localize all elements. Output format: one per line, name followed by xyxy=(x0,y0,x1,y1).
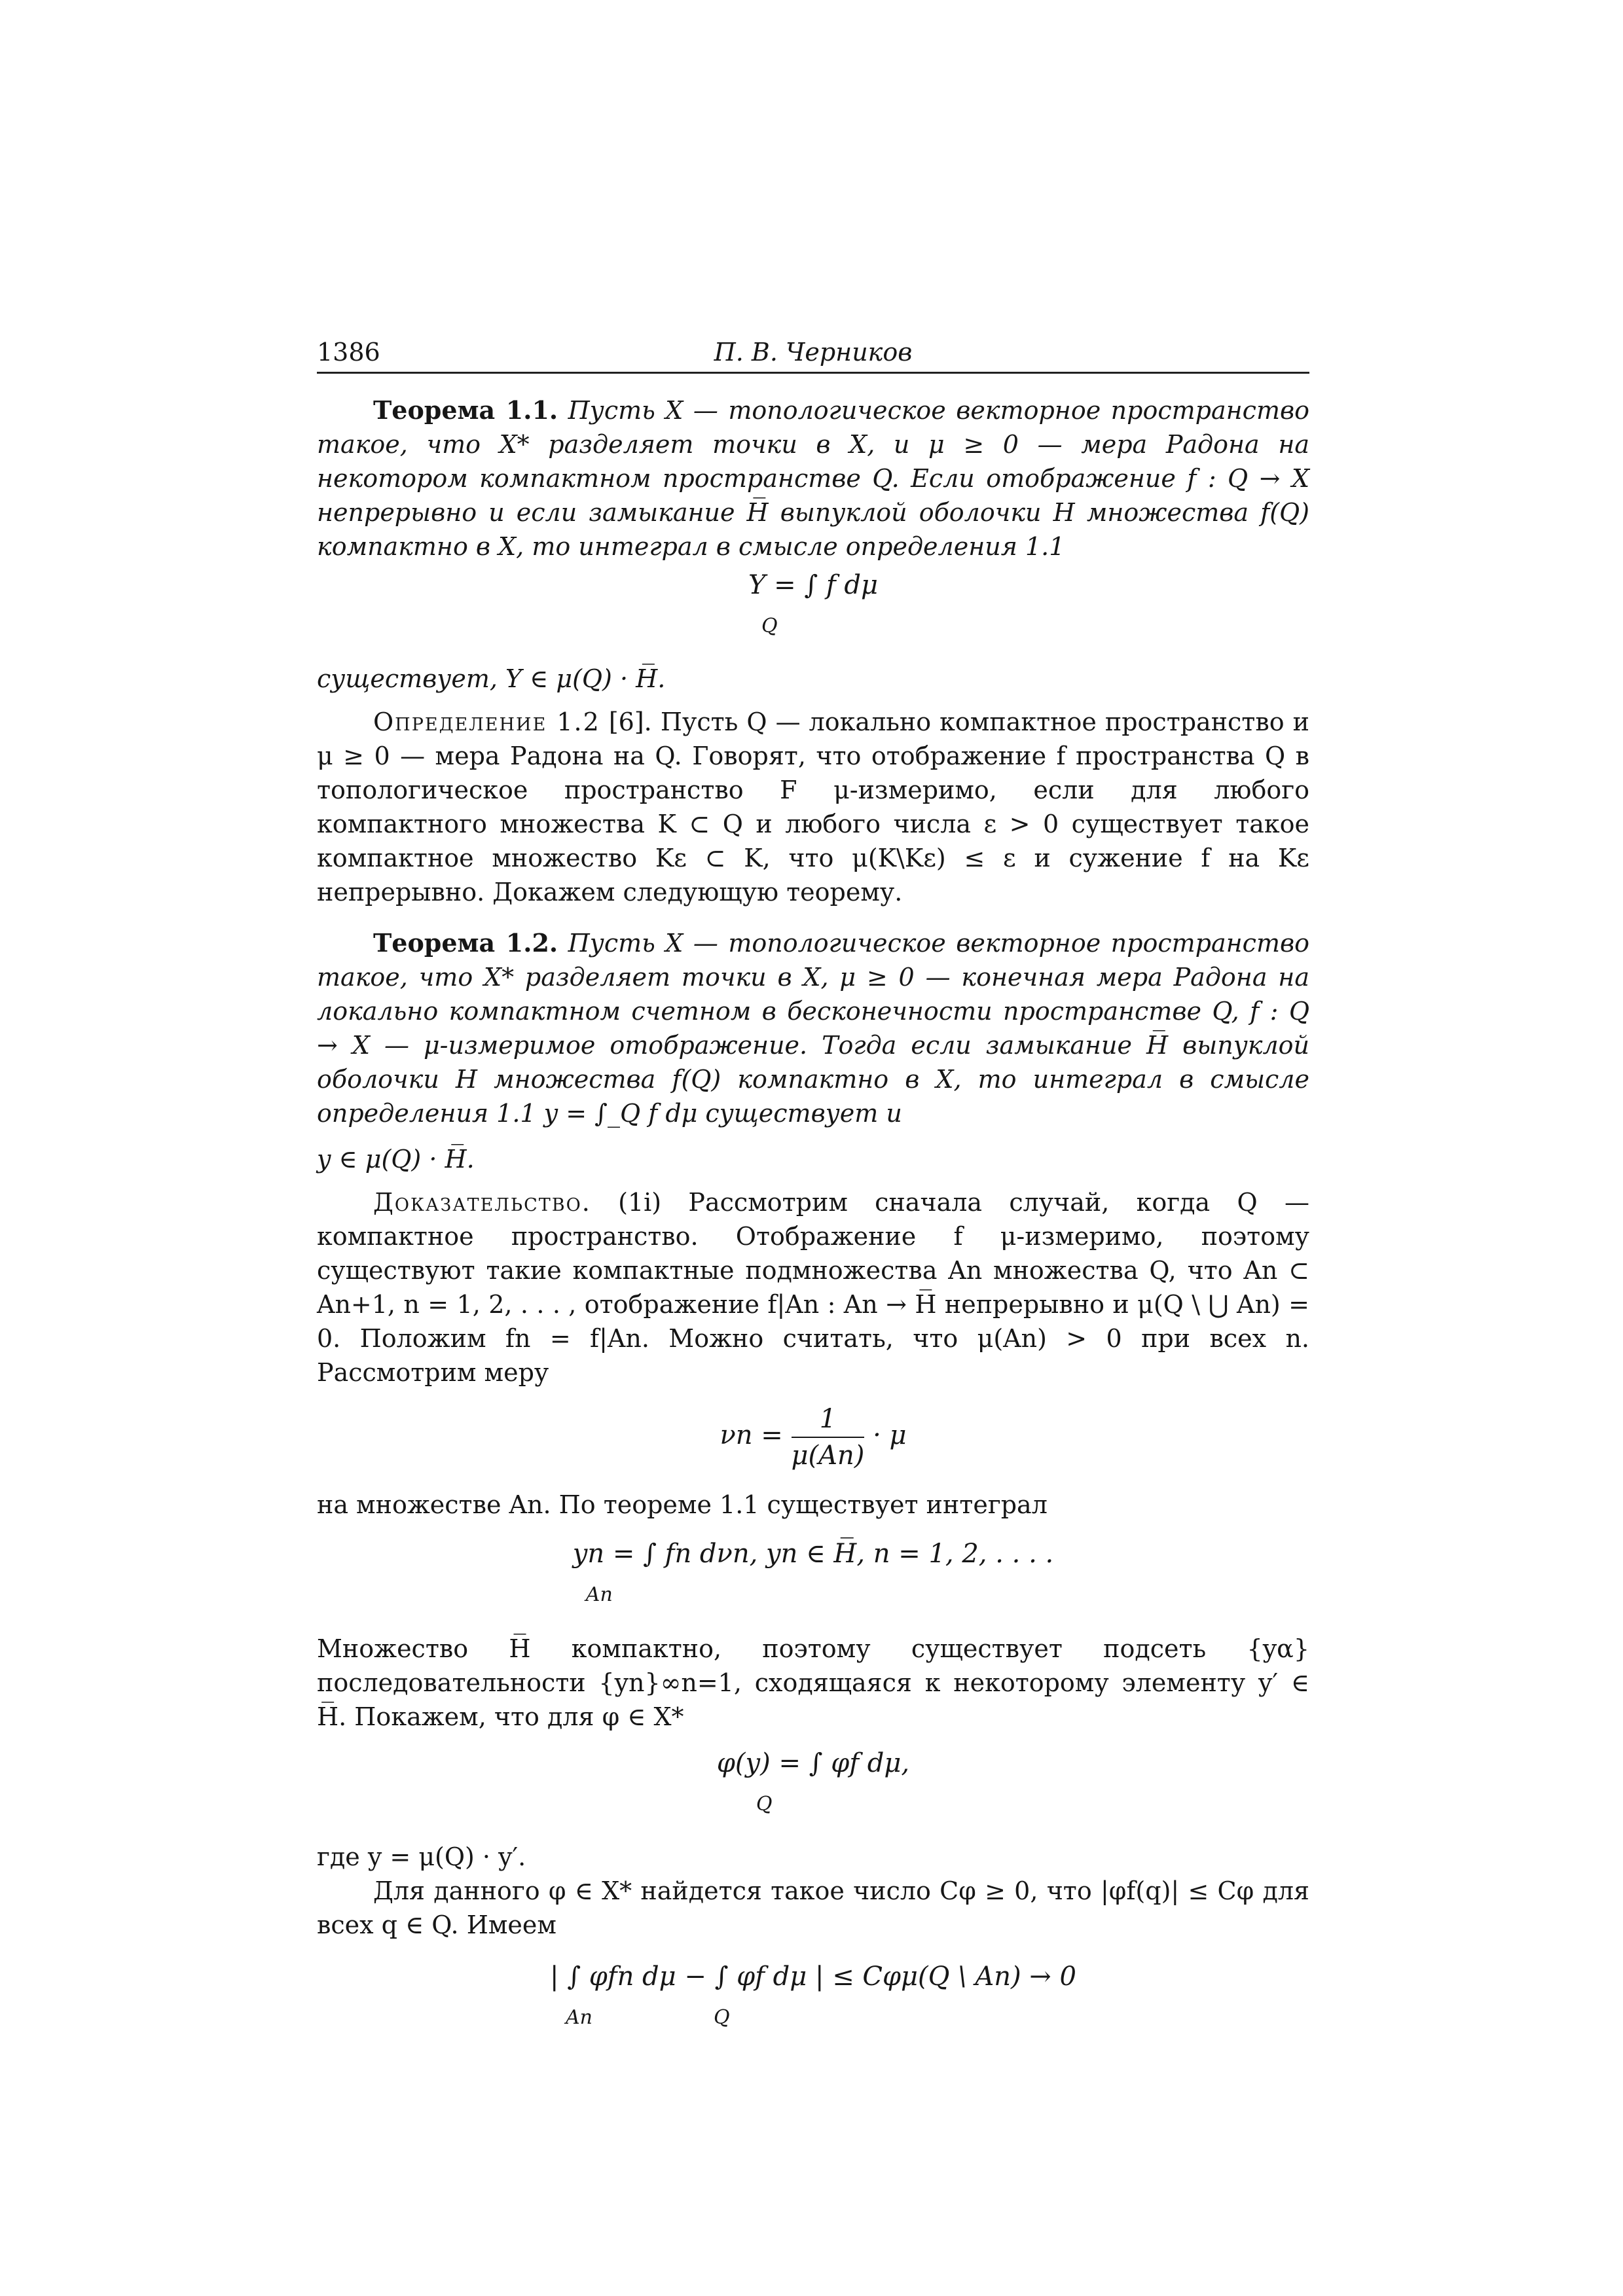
equation-2 xyxy=(317,1404,1309,1476)
theorem-1-1-text: Пусть X — топологическое векторное пространство такое, что X* разделяет точки в X, и μ ≥ 0 — мера Радона на некотором компактном пространстве Q. Если отображение f : Q → X непрерывно и если замыкание H̅ выпуклой оболочки H множества f(Q) компактно в X, то интеграл в смысле определения 1.1 xyxy=(317,396,1309,561)
page xyxy=(317,332,1309,2047)
proof-label: Доказательство. xyxy=(373,1188,591,1217)
proof-paragraph-5: Для данного φ ∈ X* найдется такое число Cφ ≥ 0, что |φf(q)| ≤ Cφ для всех q ∈ Q. Имеем xyxy=(317,1876,1309,1939)
theorem-1-2 xyxy=(317,926,1309,1130)
theorem-1-2-text: Пусть X — топологическое векторное пространство такое, что X* разделяет точки в X, μ ≥ 0 — конечная мера Радона на локально компактном счетном в бесконечности пространстве Q, f : Q → X — μ-измеримое отображение. Тогда если замыкание H̅ выпуклой оболочки H множества f(Q) компактно в X, то интеграл в смысле определения 1.1 y = ∫_Q f dμ существует и xyxy=(317,929,1309,1128)
theorem-1-1 xyxy=(317,393,1309,564)
theorem-1-1-conclusion: существует, Y ∈ μ(Q) · H̅. xyxy=(317,664,666,693)
equation-3-subscript: An xyxy=(585,1583,613,1606)
proof-paragraph-1 xyxy=(317,1185,1309,1390)
equation-5-subscript-2: Q xyxy=(714,2006,730,2029)
definition-1-2 xyxy=(317,705,1309,909)
definition-1-2-text: [6]. Пусть Q — локально компактное пространство и μ ≥ 0 — мера Радона на Q. Говорят, что отображение f пространства Q в топологическое пространство F μ-измеримо, если для любого компактного множества K ⊂ Q и любого числа ε > 0 существует такое компактное множество Kε ⊂ K, что μ(K\Kε) ≤ ε и сужение f на Kε непрерывно. Докажем следующую теорему. xyxy=(317,708,1309,906)
equation-1-body: Y = ∫ f dμ xyxy=(748,570,879,600)
equation-1 xyxy=(317,570,1309,649)
equation-2-fraction xyxy=(792,1404,865,1471)
running-header xyxy=(317,332,1309,374)
equation-4-body: φ(y) = ∫ φf dμ, xyxy=(716,1748,910,1778)
equation-5-subscript-1: An xyxy=(566,2006,593,2029)
proof-paragraph-4: где y = μ(Q) · y′. xyxy=(317,1842,526,1871)
equation-2-rhs: · μ xyxy=(873,1420,907,1450)
equation-4-subscript: Q xyxy=(756,1793,773,1816)
theorem-1-1-label: Теорема 1.1. xyxy=(373,395,558,425)
theorem-1-2-label: Теорема 1.2. xyxy=(373,928,558,958)
proof-paragraph-3: Множество H̅ компактно, поэтому существует подсеть {yα} последовательности {yn}∞n=1, сходящаяся к некоторому элементу y′ ∈ H̅. Покажем, что для φ ∈ X* xyxy=(317,1634,1309,1731)
proof-text-1: (1i) Рассмотрим сначала случай, когда Q — компактное пространство. Отображение f μ-измеримо, поэтому существуют такие компактные подмножества An множества Q, что An ⊂ An+1, n = 1, 2, . . . , отображение f|An : An → H̅ непрерывно и μ(Q \ ⋃ An) = 0. Положим fn = f|An. Можно считать, что μ(An) > 0 при всех n. Рассмотрим меру xyxy=(317,1188,1309,1387)
equation-3-body: yn = ∫ fn dνn, yn ∈ H̅, n = 1, 2, . . . . xyxy=(572,1539,1054,1569)
equation-5-body: | ∫ φfn dμ − ∫ φf dμ | ≤ Cφμ(Q \ An) → 0 xyxy=(550,1962,1076,1992)
running-title: П. В. Черников xyxy=(714,338,913,367)
equation-4 xyxy=(317,1748,1309,1827)
equation-1-subscript: Q xyxy=(761,615,778,637)
definition-1-2-label: Определение 1.2 xyxy=(373,708,600,736)
theorem-1-2-conclusion: y ∈ μ(Q) · H̅. xyxy=(317,1145,475,1174)
page-number: 1386 xyxy=(317,338,380,367)
equation-2-numerator: 1 xyxy=(792,1404,865,1438)
equation-2-denominator: μ(An) xyxy=(791,1441,865,1471)
equation-5 xyxy=(317,1962,1309,2047)
equation-3 xyxy=(317,1539,1309,1617)
equation-2-lhs: νn = xyxy=(720,1420,783,1450)
proof-paragraph-2: на множестве An. По теореме 1.1 существует интеграл xyxy=(317,1490,1048,1519)
